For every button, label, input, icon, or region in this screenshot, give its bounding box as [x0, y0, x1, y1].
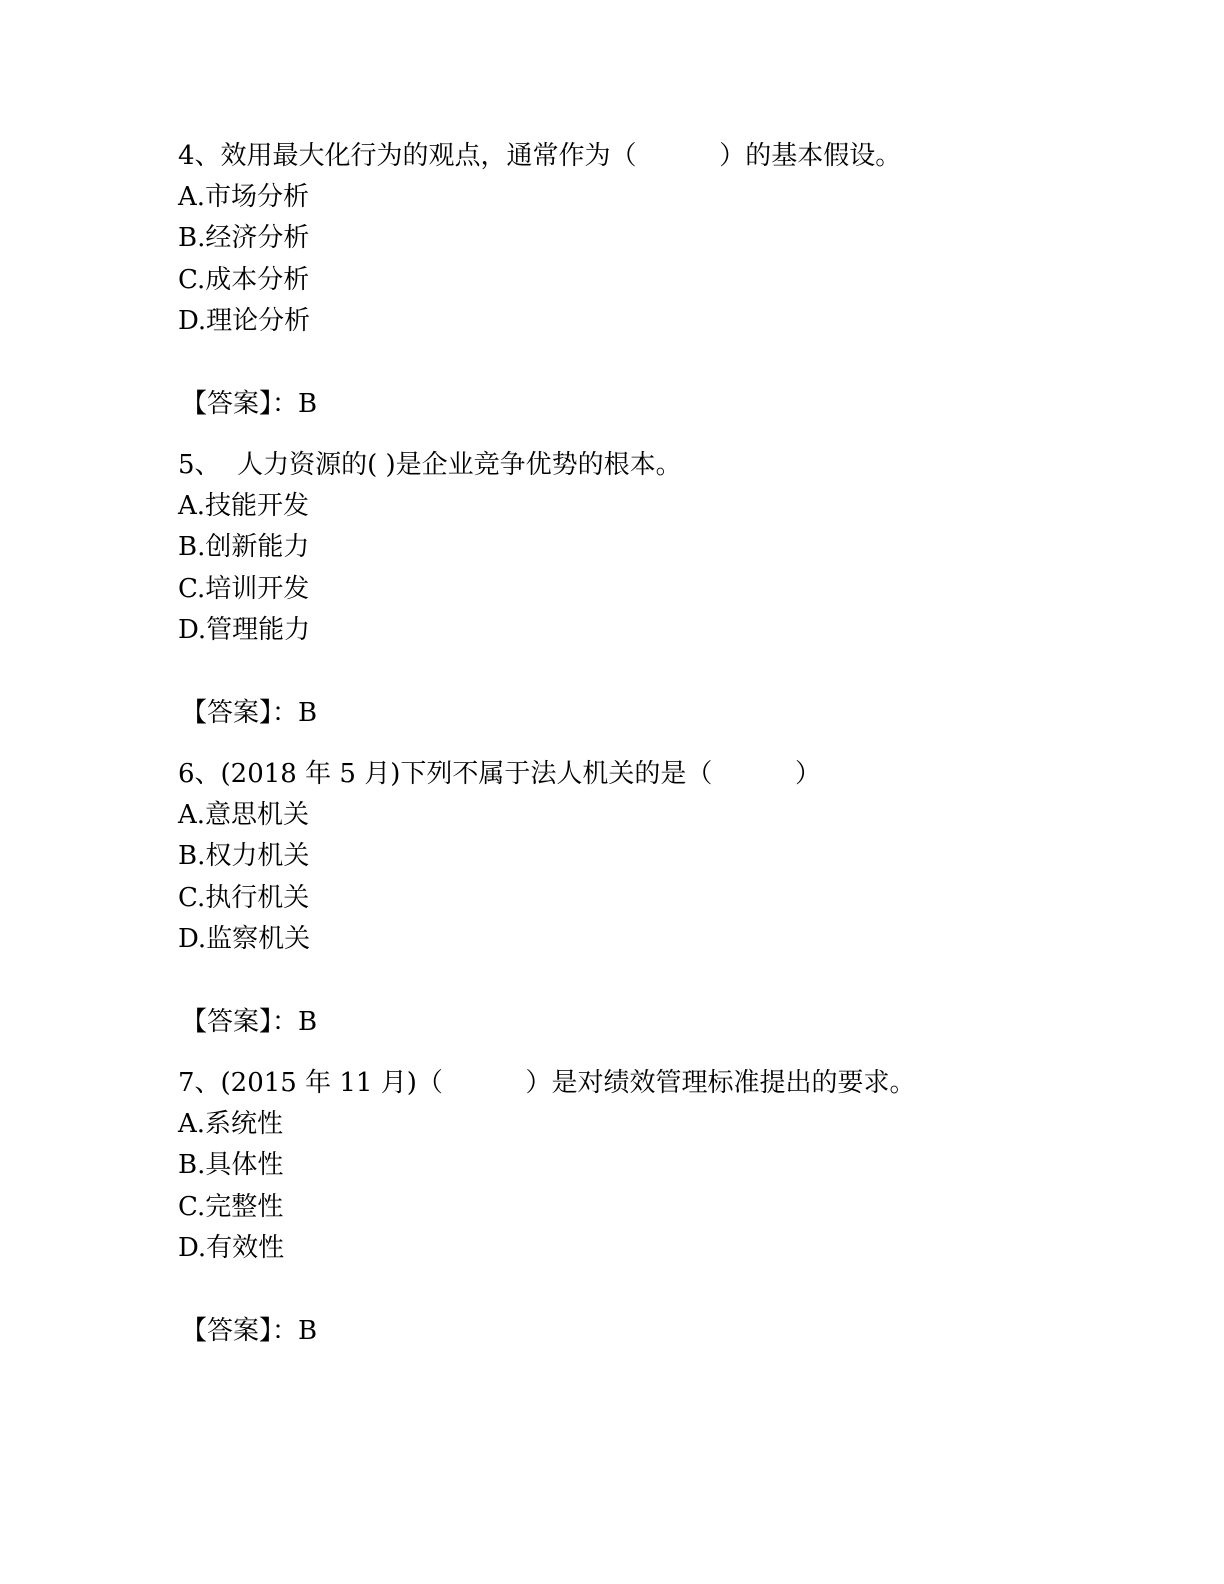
option-d: D.有效性: [178, 1233, 285, 1263]
option-d: D.管理能力: [178, 615, 311, 645]
option-b: B.创新能力: [178, 532, 310, 562]
option-d: D.理论分析: [178, 306, 311, 336]
option-c: C.成本分析: [178, 265, 310, 295]
option-a: A.市场分析: [178, 182, 310, 212]
question-stem: 7、(2015 年 11 月)（ ）是对绩效管理标准提出的要求。: [178, 1068, 916, 1098]
answer-line: 【答案】：B: [181, 698, 318, 728]
option-b: B.权力机关: [178, 841, 310, 871]
option-c: C.完整性: [178, 1192, 284, 1222]
option-c: C.执行机关: [178, 883, 310, 913]
option-c: C.培训开发: [178, 574, 310, 604]
answer-line: 【答案】：B: [181, 1007, 318, 1037]
option-d: D.监察机关: [178, 924, 311, 954]
option-b: B.具体性: [178, 1150, 284, 1180]
option-a: A.技能开发: [178, 491, 310, 521]
question-stem: 5、 人力资源的( )是企业竞争优势的根本。: [178, 450, 682, 480]
question-stem: 6、(2018 年 5 月)下列不属于法人机关的是（ ）: [178, 759, 821, 789]
option-a: A.意思机关: [178, 800, 310, 830]
option-a: A.系统性: [178, 1109, 284, 1139]
answer-line: 【答案】：B: [181, 1316, 318, 1346]
question-stem: 4、效用最大化行为的观点，通常作为（ ）的基本假设。: [178, 141, 902, 171]
option-b: B.经济分析: [178, 223, 310, 253]
answer-line: 【答案】：B: [181, 389, 318, 419]
